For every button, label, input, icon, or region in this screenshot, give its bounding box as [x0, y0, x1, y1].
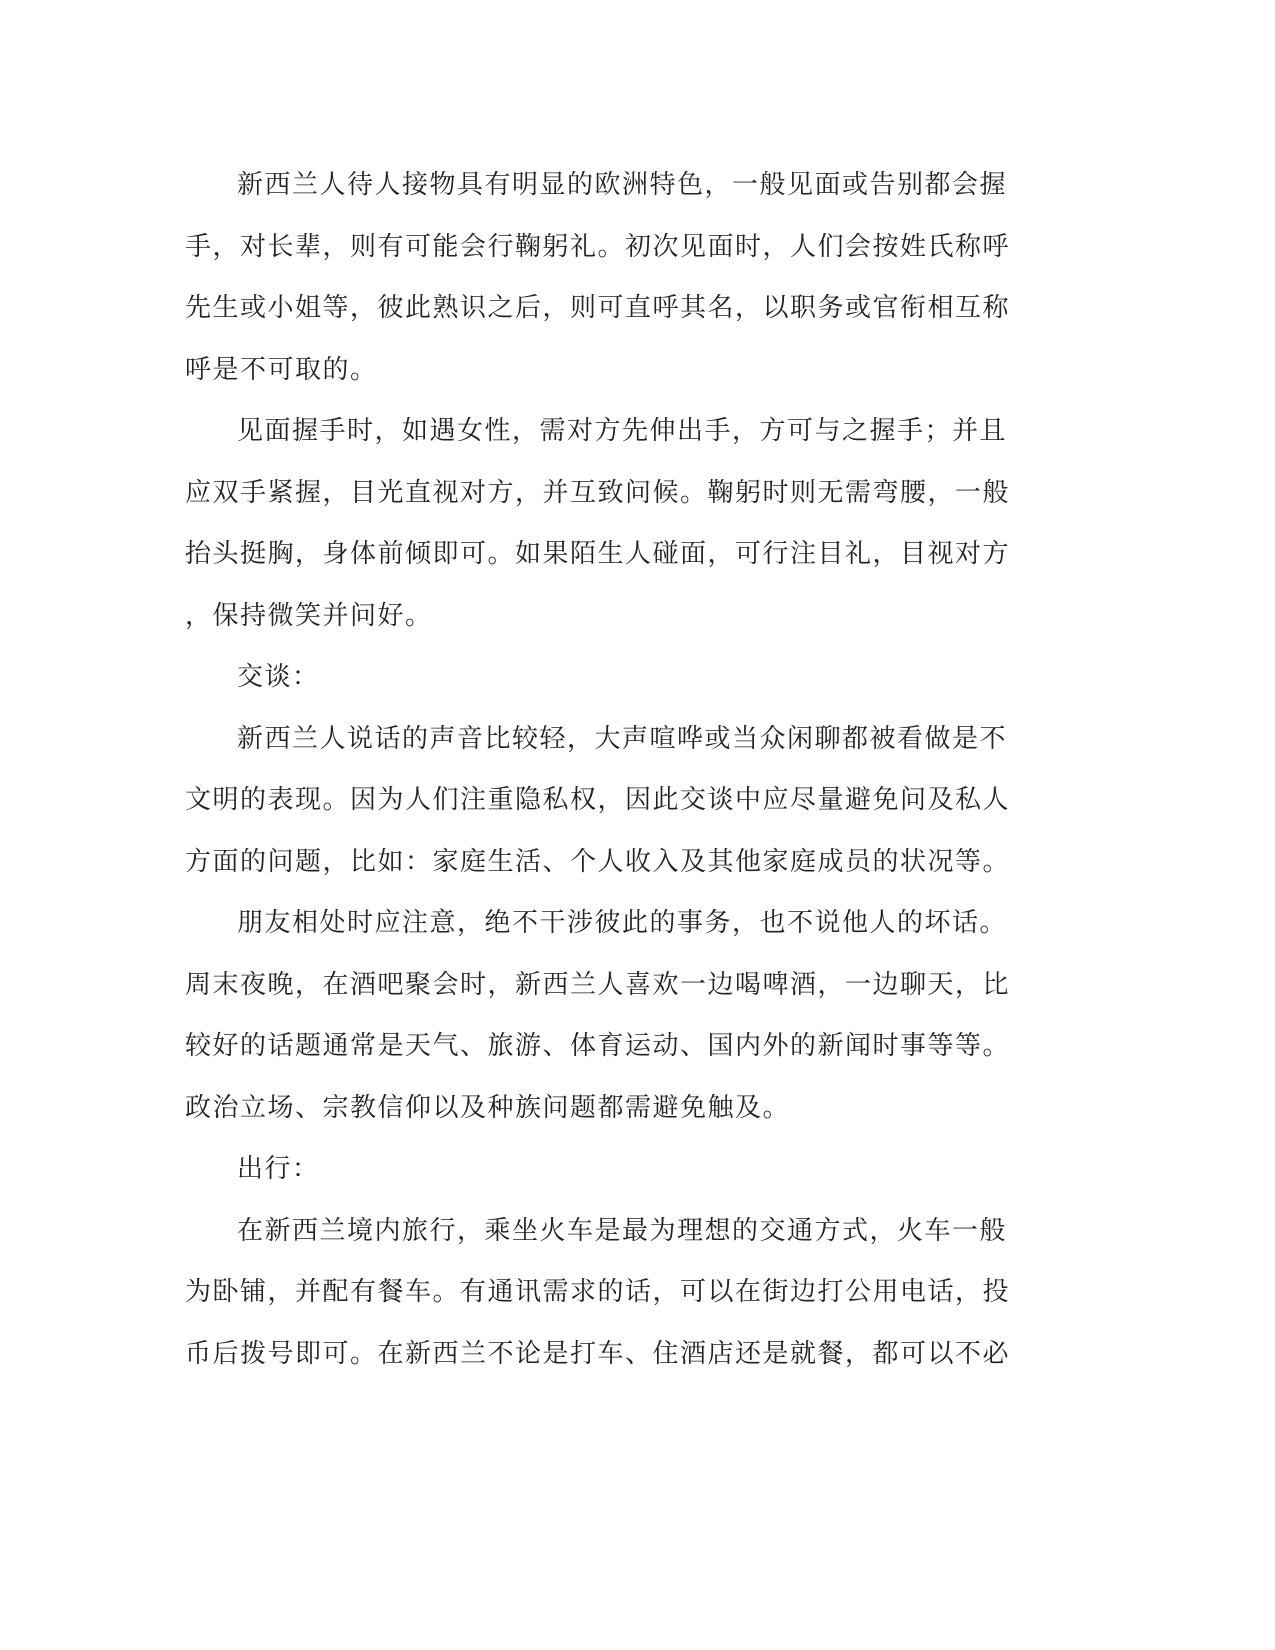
text-line: 周末夜晚，在酒吧聚会时，新西兰人喜欢一边喝啤酒，一边聊天，比 [185, 969, 1011, 1000]
section-heading-travel [185, 1139, 1065, 1201]
text-line: 文明的表现。因为人们注重隐私权，因此交谈中应尽量避免问及私人 [185, 785, 1011, 815]
paragraph-conversation-privacy [185, 709, 1065, 894]
paragraph-greeting-customs [185, 155, 1065, 401]
text-line: 为卧铺，并配有餐车。有通讯需求的话，可以在街边打公用电话，投 [185, 1277, 1011, 1307]
text-line: 在新西兰境内旅行，乘坐火车是最为理想的交通方式，火车一般 [237, 1215, 1008, 1246]
paragraph-handshake [185, 401, 1065, 647]
text-line: 新西兰人说话的声音比较轻，大声喧哗或当众闲聊都被看做是不 [237, 723, 1008, 754]
text-line: 朋友相处时应注意，绝不干涉彼此的事务，也不说他人的坏话。 [237, 908, 1008, 938]
text-line: 币后拨号即可。在新西兰不论是打车、住酒店还是就餐，都可以不必 [185, 1338, 1011, 1369]
text-line: 应双手紧握，目光直视对方，并互致问候。鞠躬时则无需弯腰，一般 [185, 477, 1011, 508]
document-body [185, 155, 1065, 1385]
text-line: 手，对长辈，则有可能会行鞠躬礼。初次见面时，人们会按姓氏称呼 [185, 231, 1011, 262]
paragraph-friendship-topics [185, 893, 1065, 1139]
text-line: 见面握手时，如遇女性，需对方先伸出手，方可与之握手；并且 [237, 416, 1008, 446]
heading-text: 交谈： [237, 662, 320, 692]
text-line: 较好的话题通常是天气、旅游、体育运动、国内外的新闻时事等等。 [185, 1031, 1011, 1061]
paragraph-travel-transport [185, 1201, 1065, 1386]
section-heading-conversation [185, 647, 1065, 709]
text-line: 呼是不可取的。 [185, 354, 378, 385]
text-line: 方面的问题，比如：家庭生活、个人收入及其他家庭成员的状况等。 [185, 846, 1011, 877]
text-line: 先生或小姐等，彼此熟识之后，则可直呼其名，以职务或官衔相互称 [185, 293, 1011, 323]
text-line: 新西兰人待人接物具有明显的欧洲特色，一般见面或告别都会握 [237, 170, 1008, 200]
text-line: 政治立场、宗教信仰以及种族问题都需避免触及。 [185, 1092, 791, 1123]
text-line: 抬头挺胸，身体前倾即可。如果陌生人碰面，可行注目礼，目视对方 [185, 539, 1011, 569]
text-line: ，保持微笑并问好。 [185, 600, 433, 631]
heading-text: 出行： [237, 1154, 320, 1184]
